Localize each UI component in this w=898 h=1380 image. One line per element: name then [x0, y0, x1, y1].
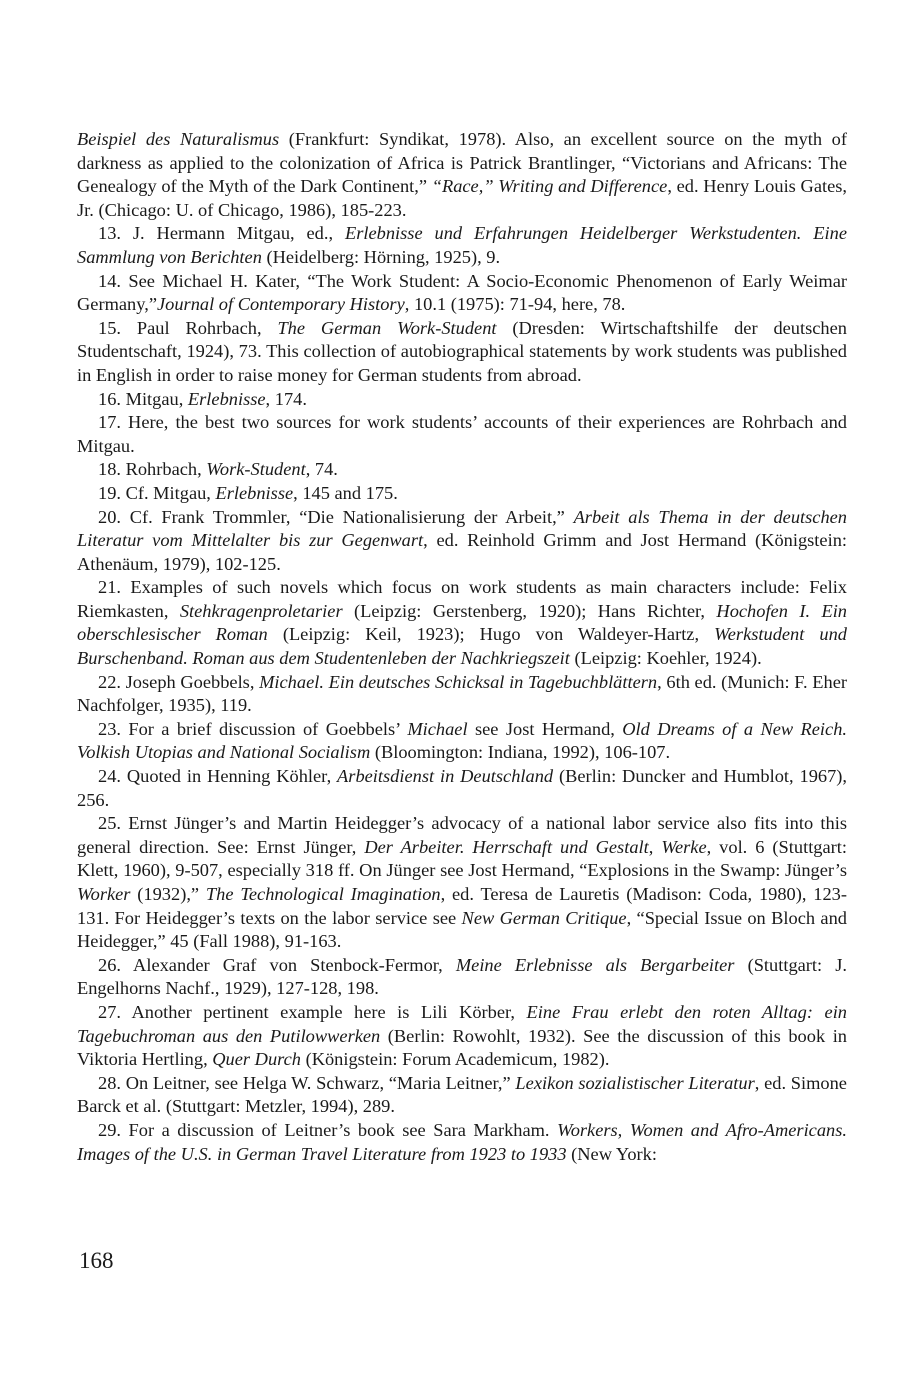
- page-number: 168: [79, 1248, 114, 1273]
- italic-title: Journal of Contemporary History: [157, 294, 405, 315]
- note-text: (Dresden: Wirtschaftshilfe der deutschen Studentschaft, 1924), 73. This collection of autobiographical statements by work students was published in English in order to raise money for German students from abroad.: [77, 317, 847, 385]
- note-text: ,: [648, 836, 662, 857]
- endnote: [77, 671, 847, 718]
- italic-title: Hochofen I. Ein oberschlesischer Roman: [77, 600, 847, 645]
- endnote: [77, 270, 847, 317]
- note-text: (Heidelberg: Hörning, 1925), 9.: [261, 246, 501, 267]
- endnote: [77, 765, 847, 812]
- italic-title: Work-Student: [206, 459, 306, 480]
- italic-title: Erlebnisse und Erfahrungen Heidelberger Werkstudenten. Eine Sammlung von Berichten: [77, 223, 847, 267]
- italic-title: Arbeit als Thema in der deutschen Literatur vom Mittelalter bis zur Gegenwart: [77, 506, 847, 551]
- note-text: 27. Another pertinent example here is Lili Körber,: [98, 1001, 527, 1022]
- italic-title: Werke: [661, 836, 707, 857]
- italic-title: Stehkragenproletarier: [179, 600, 343, 621]
- note-text: 22. Joseph Goebbels,: [98, 671, 260, 692]
- note-text: 23. For a brief discussion of Goebbels’: [98, 718, 408, 739]
- italic-title: The Technological Imagination: [205, 884, 441, 904]
- italic-title: Eine Frau erlebt den roten Alltag: ein Tagebuchroman aus den Putilowwerken: [77, 1001, 847, 1046]
- note-text: , ed. Simone Barck et al. (Stuttgart: Metzler, 1994), 289.: [77, 1072, 847, 1117]
- note-text: , 145 and 175.: [293, 482, 398, 503]
- italic-title: Old Dreams of a New Reich. Volkish Utopias and National Socialism: [77, 718, 847, 763]
- endnote: [77, 388, 847, 412]
- note-text: , ed. Henry Louis Gates, Jr. (Chicago: U. of Chicago, 1986), 185-223.: [77, 176, 848, 220]
- note-text: 21. Examples of such novels which focus on work students as main characters include: Felix Riemkasten,: [77, 577, 847, 621]
- endnote: [77, 1119, 847, 1166]
- italic-title: Michael: [407, 718, 468, 739]
- note-text: 20. Cf. Frank Trommler, “Die Nationalisierung der Arbeit,”: [98, 506, 574, 527]
- italic-title: Meine Erlebnisse als Bergarbeiter: [455, 954, 735, 975]
- note-text: (Leipzig: Koehler, 1924).: [569, 648, 762, 669]
- note-text: , 6th ed. (Munich: F. Eher Nachfolger, 1935), 119.: [77, 671, 847, 716]
- note-text: , ed. Teresa de Lauretis (Madison: Coda, 1980), 123-131. For Heidegger’s texts on the labor service see: [77, 884, 847, 928]
- note-text: 15. Paul Rohrbach,: [98, 317, 278, 338]
- note-text: 25. Ernst Jünger’s and Martin Heidegger’s advocacy of a national labor service also fits into this general direction. See: Ernst Jünger,: [77, 813, 847, 857]
- endnote: [77, 718, 847, 765]
- italic-title: Der Arbeiter. Herrschaft und Gestalt: [364, 836, 649, 857]
- note-text: 17. Here, the best two sources for work students’ accounts of their experiences are Rohrbach and Mitgau.: [77, 412, 847, 456]
- note-text: 29. For a discussion of Leitner’s book see Sara Markham.: [98, 1119, 558, 1140]
- note-text: (New York:: [566, 1143, 657, 1164]
- note-text: (1932),”: [130, 884, 206, 904]
- endnote-continuation: [77, 128, 847, 222]
- endnote: [77, 576, 847, 670]
- note-text: , 10.1 (1975): 71-94, here, 78.: [404, 294, 626, 315]
- endnote: [77, 482, 847, 506]
- endnote: [77, 506, 847, 577]
- note-text: , “Special Issue on Bloch and Heidegger,” 45 (Fall 1988), 91-163.: [77, 907, 847, 952]
- italic-title: Erlebnisse: [187, 388, 266, 409]
- note-text: 13. J. Hermann Mitgau, ed.,: [98, 223, 345, 244]
- italic-title: Worker: [77, 884, 131, 904]
- endnote: [77, 812, 847, 954]
- note-text: 14. See Michael H. Kater, “The Work Student: A Socio-Economic Phenomenon of Early Weimar Germany,”: [77, 270, 847, 315]
- endnote: [77, 222, 847, 269]
- italic-title: New German Critique: [461, 907, 627, 928]
- note-text: (Bloomington: Indiana, 1992), 106-107.: [370, 742, 671, 763]
- endnote: [77, 1072, 847, 1119]
- endnote: [77, 458, 847, 482]
- italic-title: Workers, Women and Afro-Americans. Images of the U.S. in German Travel Literature from 1923 to 1933: [77, 1119, 847, 1164]
- italic-title: Michael. Ein deutsches Schicksal in Tagebuchblättern: [259, 671, 658, 692]
- note-text: (Berlin: Rowohlt, 1932). See the discussion of this book in Viktoria Hertling,: [77, 1025, 847, 1070]
- note-text: (Königstein: Forum Academicum, 1982).: [300, 1049, 610, 1070]
- endnotes: [77, 128, 847, 1166]
- note-text: (Stuttgart: J. Engelhorns Nachf., 1929), 127-128, 198.: [77, 954, 847, 999]
- note-text: (Leipzig: Keil, 1923); Hugo von Waldeyer-Hartz,: [267, 624, 715, 645]
- italic-title: Lexikon sozialistischer Literatur: [515, 1072, 755, 1093]
- note-text: , ed. Reinhold Grimm and Jost Hermand (Königstein: Athenäum, 1979), 102-125.: [77, 530, 847, 574]
- note-text: (Leipzig: Gerstenberg, 1920); Hans Richter,: [342, 600, 717, 621]
- note-text: 16. Mitgau,: [98, 388, 188, 409]
- italic-title: Quer Durch: [212, 1049, 301, 1070]
- note-text: (Frankfurt: Syndikat, 1978). Also, an excellent source on the myth of darkness as applied to the colonization of Africa is Patrick Brantlinger, “Victorians and Africans: The Genealogy of the Myth of the Dark Continent,”: [77, 129, 848, 197]
- note-text: 18. Rohrbach,: [98, 459, 207, 480]
- italic-title: Erlebnisse: [215, 482, 294, 503]
- italic-title: “Race,” Writing and Difference: [431, 176, 668, 197]
- endnote: [77, 954, 847, 1001]
- note-text: 28. On Leitner, see Helga W. Schwarz, “Maria Leitner,”: [98, 1072, 516, 1093]
- note-text: , 74.: [305, 459, 338, 480]
- note-text: see Jost Hermand,: [467, 718, 623, 739]
- italic-title: Beispiel des Naturalismus: [77, 129, 280, 149]
- italic-title: Arbeitsdienst in Deutschland: [337, 766, 554, 787]
- note-text: , vol. 6 (Stuttgart: Klett, 1960), 9-507, especially 318 ff. On Jünger see Jost Hermand, “Explosions in the Swamp: Jünger’s: [77, 836, 848, 881]
- endnote: [77, 1001, 847, 1072]
- note-text: 26. Alexander Graf von Stenbock-Fermor,: [98, 954, 456, 975]
- italic-title: Werkstudent und Burschenband. Roman aus dem Studentenleben der Nachkriegszeit: [77, 624, 848, 669]
- endnote: [77, 317, 847, 388]
- note-text: 19. Cf. Mitgau,: [98, 482, 216, 503]
- italic-title: The German Work-Student: [277, 317, 497, 338]
- endnote: [77, 411, 847, 458]
- note-text: 24. Quoted in Henning Köhler,: [98, 766, 338, 787]
- note-text: (Berlin: Duncker and Humblot, 1967), 256.: [77, 766, 848, 810]
- note-text: , 174.: [265, 388, 307, 409]
